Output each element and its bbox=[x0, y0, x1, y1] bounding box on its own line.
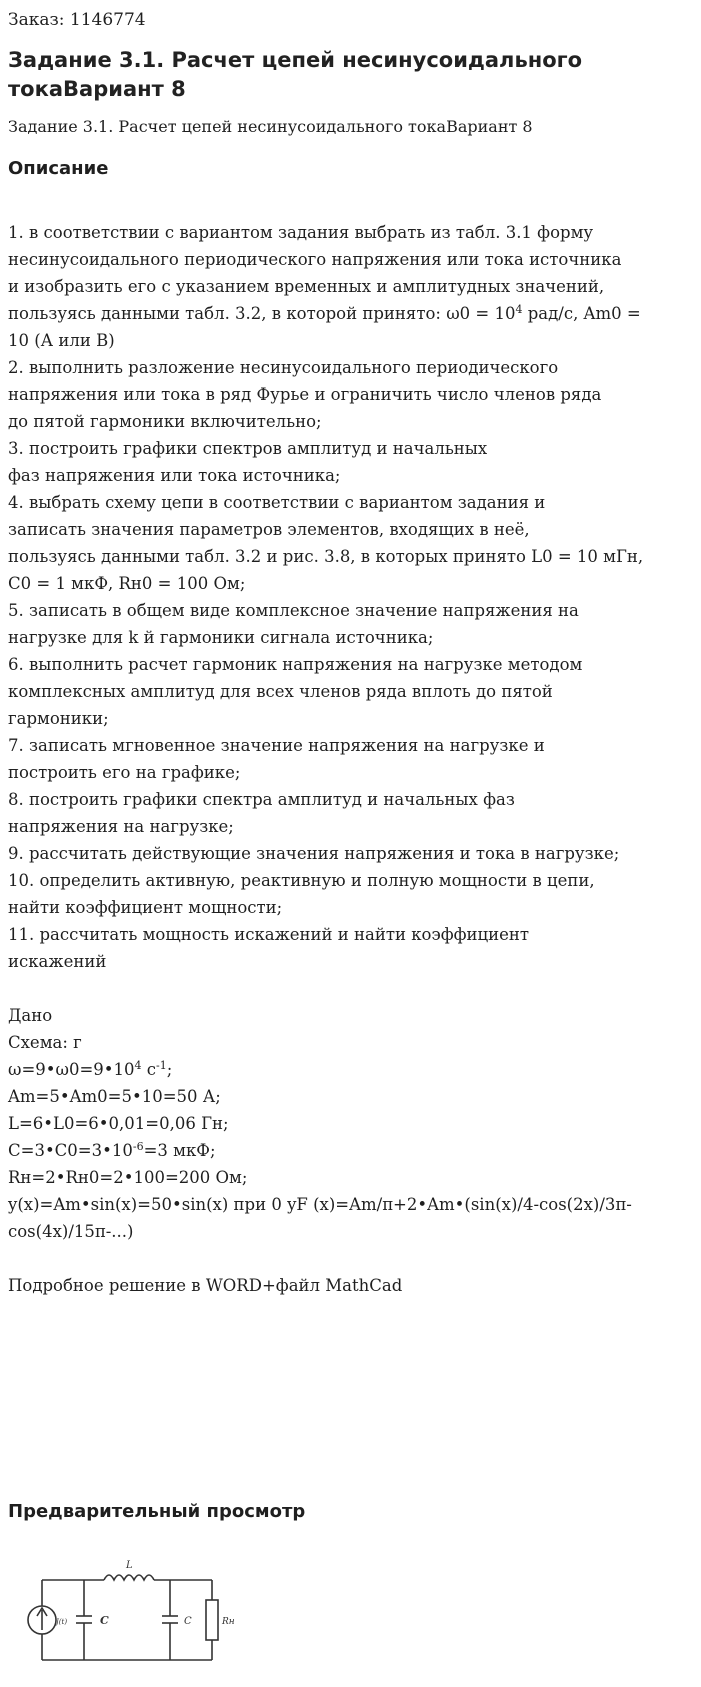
text-line bbox=[8, 840, 698, 867]
text-line bbox=[8, 1083, 698, 1110]
text-line bbox=[8, 1191, 698, 1218]
text-line bbox=[8, 1110, 698, 1137]
page-title: Задание 3.1. Расчет цепей несинусоидального токаВариант 8 bbox=[8, 48, 583, 101]
text-line bbox=[8, 462, 698, 489]
text-line bbox=[8, 408, 698, 435]
line-text: Am=5•Am0=5•10=50 А; bbox=[8, 1087, 221, 1106]
line-text: с bbox=[141, 1060, 157, 1079]
line-text: найти коэффициент мощности; bbox=[8, 898, 283, 917]
line-text: и изобразить его с указанием временных и амплитудных значений, bbox=[8, 277, 605, 296]
text-line bbox=[8, 948, 698, 975]
text-line bbox=[8, 381, 698, 408]
text-line bbox=[8, 1029, 698, 1056]
line-text: напряжения на нагрузке; bbox=[8, 817, 234, 836]
line-text: пользуясь данными табл. 3.2 и рис. 3.8, в которых принято L0 = 10 мГн, bbox=[8, 547, 644, 566]
text-line bbox=[8, 435, 698, 462]
page-subtitle: Задание 3.1. Расчет цепей несинусоидального токаВариант 8 bbox=[8, 117, 533, 136]
order-number: Заказ: 1146774 bbox=[8, 10, 146, 30]
text-line bbox=[8, 786, 698, 813]
line-text: 4. выбрать схему цепи в соответствии с вариантом задания и bbox=[8, 493, 546, 512]
line-text: нагрузке для k й гармоники сигнала источника; bbox=[8, 628, 434, 647]
text-line bbox=[8, 597, 698, 624]
line-text: фаз напряжения или тока источника; bbox=[8, 466, 341, 485]
line-text: ω=9•ω0=9•10 bbox=[8, 1060, 135, 1079]
circuit-preview bbox=[22, 1540, 282, 1680]
text-line bbox=[8, 1137, 698, 1164]
text-line bbox=[8, 867, 698, 894]
line-text: напряжения или тока в ряд Фурье и ограничить число членов ряда bbox=[8, 385, 602, 404]
text-line bbox=[8, 759, 698, 786]
line-text: 7. записать мгновенное значение напряжения на нагрузке и bbox=[8, 736, 545, 755]
line-text: Дано bbox=[8, 1006, 53, 1025]
line-text: C=3•C0=3•10 bbox=[8, 1141, 133, 1160]
text-line bbox=[8, 516, 698, 543]
line-text: C0 = 1 мкФ, Rн0 = 100 Ом; bbox=[8, 574, 246, 593]
text-line bbox=[8, 1056, 698, 1083]
text-line bbox=[8, 975, 698, 1002]
text-line bbox=[8, 1245, 698, 1272]
text-line bbox=[8, 1164, 698, 1191]
description-heading: Описание bbox=[8, 158, 109, 179]
text-line bbox=[8, 219, 698, 246]
line-text: 5. записать в общем виде комплексное значение напряжения на bbox=[8, 601, 579, 620]
line-text: 6. выполнить расчет гармоник напряжения на нагрузке методом bbox=[8, 655, 583, 674]
text-line bbox=[8, 1272, 698, 1299]
line-text: пользуясь данными табл. 3.2, в которой принято: ω0 = 10 bbox=[8, 304, 516, 323]
line-text: 1. в соответствии с вариантом задания выбрать из табл. 3.1 форму bbox=[8, 223, 594, 242]
line-text: Rн=2•Rн0=2•100=200 Ом; bbox=[8, 1168, 248, 1187]
line-text: 9. рассчитать действующие значения напряжения и тока в нагрузке; bbox=[8, 844, 620, 863]
text-line bbox=[8, 921, 698, 948]
inductor-coil bbox=[104, 1575, 154, 1580]
line-text: записать значения параметров элементов, входящих в неё, bbox=[8, 520, 530, 539]
description-body bbox=[8, 219, 698, 1299]
text-line bbox=[8, 246, 698, 273]
text-line bbox=[8, 705, 698, 732]
line-text: 11. рассчитать мощность искажений и найти коэффициент bbox=[8, 925, 530, 944]
text-line bbox=[8, 678, 698, 705]
line-text: L=6•L0=6•0,01=0,06 Гн; bbox=[8, 1114, 229, 1133]
resistor-label: Rн bbox=[222, 1617, 235, 1627]
line-text: Схема: г bbox=[8, 1033, 82, 1052]
line-text: cos(4x)/15π-...) bbox=[8, 1222, 134, 1241]
text-line bbox=[8, 732, 698, 759]
superscript: -1 bbox=[156, 1059, 167, 1072]
line-text: искажений bbox=[8, 952, 107, 971]
cap1-label: C bbox=[100, 1614, 109, 1627]
text-line bbox=[8, 354, 698, 381]
superscript: 4 bbox=[515, 303, 523, 316]
line-text: 3. построить графики спектров амплитуд и начальных bbox=[8, 439, 488, 458]
source-label: J(t) bbox=[56, 1618, 68, 1626]
line-text: =3 мкФ; bbox=[143, 1141, 216, 1160]
line-text: комплексных амплитуд для всех членов ряда вплоть до пятой bbox=[8, 682, 553, 701]
text-line bbox=[8, 1002, 698, 1029]
text-line bbox=[8, 543, 698, 570]
text-line bbox=[8, 1218, 698, 1245]
text-line bbox=[8, 273, 698, 300]
text-line bbox=[8, 813, 698, 840]
text-line bbox=[8, 489, 698, 516]
inductor-label: L bbox=[126, 1560, 133, 1571]
line-text: несинусоидального периодического напряжения или тока источника bbox=[8, 250, 622, 269]
superscript: 4 bbox=[134, 1059, 142, 1072]
line-text: гармоники; bbox=[8, 709, 109, 728]
cap2-label: C bbox=[184, 1616, 192, 1627]
line-text: Подробное решение в WORD+файл MathCad bbox=[8, 1276, 403, 1295]
preview-heading: Предварительный просмотр bbox=[8, 1501, 306, 1522]
line-text: ; bbox=[166, 1060, 173, 1079]
text-line bbox=[8, 327, 698, 354]
line-text: рад/с, Am0 = bbox=[522, 304, 641, 323]
line-text: 10. определить активную, реактивную и полную мощности в цепи, bbox=[8, 871, 595, 890]
text-line bbox=[8, 624, 698, 651]
line-text: 10 (А или В) bbox=[8, 331, 115, 350]
text-line bbox=[8, 651, 698, 678]
resistor bbox=[206, 1600, 218, 1640]
line-text: 8. построить графики спектра амплитуд и начальных фаз bbox=[8, 790, 515, 809]
text-line bbox=[8, 300, 698, 327]
text-line bbox=[8, 570, 698, 597]
text-line bbox=[8, 894, 698, 921]
line-text: построить его на графике; bbox=[8, 763, 241, 782]
line-text: 2. выполнить разложение несинусоидального периодического bbox=[8, 358, 559, 377]
line-text: до пятой гармоники включительно; bbox=[8, 412, 322, 431]
line-text: y(x)=Am•sin(x)=50•sin(x) при 0 yF (x)=Am/π+2•Am•(sin(x)/4-cos(2x)/3π- bbox=[8, 1195, 632, 1214]
superscript: -6 bbox=[132, 1140, 144, 1153]
